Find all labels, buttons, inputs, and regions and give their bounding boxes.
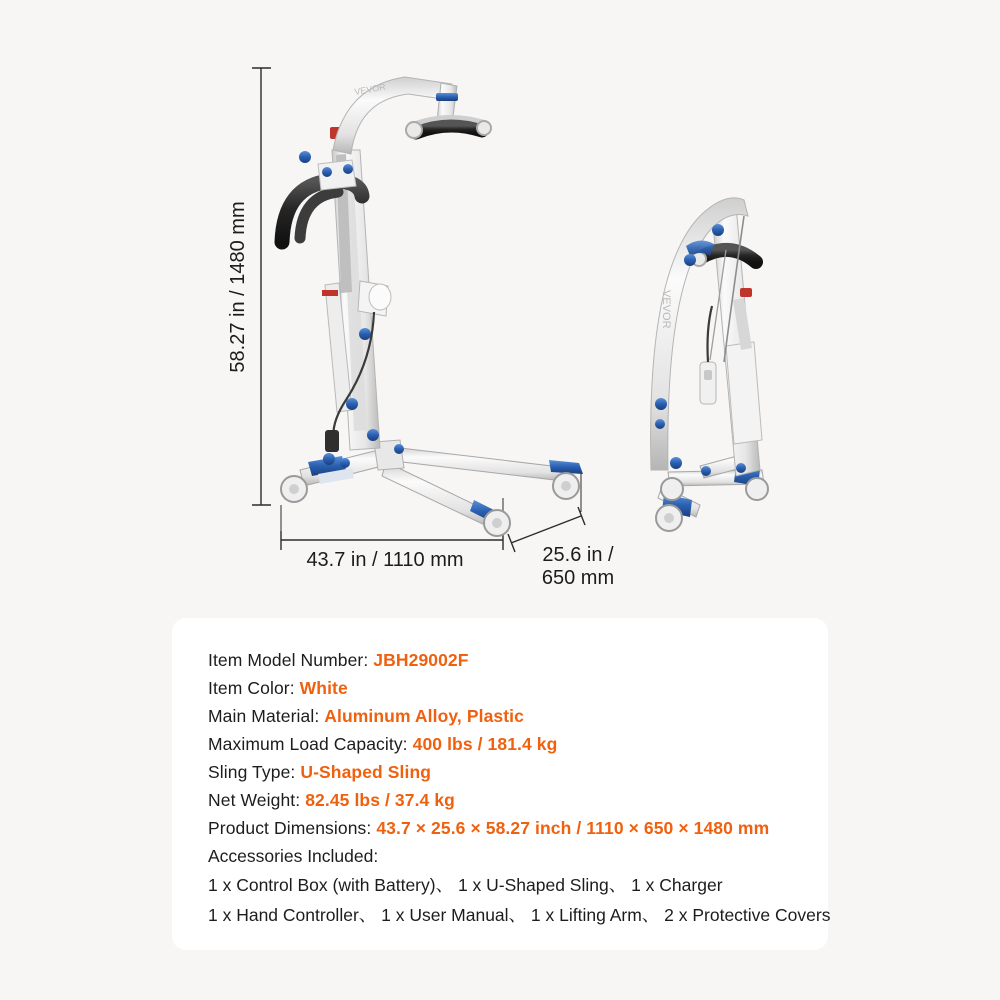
spec-label: Main Material: xyxy=(208,706,320,726)
spec-label: Net Weight: xyxy=(208,790,301,810)
height-dimension-label: 58.27 in / 1480 mm xyxy=(227,201,249,373)
spec-value: 82.45 lbs / 37.4 kg xyxy=(305,790,455,810)
spec-value: White xyxy=(299,678,348,698)
patient-lift-unfolded-view xyxy=(281,77,583,536)
brand-mark-folded: VEVOR xyxy=(660,290,672,329)
spec-row xyxy=(208,730,828,758)
spec-value: U-Shaped Sling xyxy=(300,762,432,782)
spec-row xyxy=(208,702,828,730)
spec-value: Aluminum Alloy, Plastic xyxy=(324,706,524,726)
width-dimension-label: 43.7 in / 1110 mm xyxy=(306,549,464,571)
spec-label: Item Model Number: xyxy=(208,650,369,670)
spec-label: Sling Type: xyxy=(208,762,296,782)
spec-label: Item Color: xyxy=(208,678,295,698)
patient-lift-folded-view xyxy=(651,198,768,531)
specifications-card xyxy=(172,618,831,950)
accessories-heading: Accessories Included: xyxy=(208,846,379,866)
spec-row xyxy=(208,814,828,842)
spec-label: Maximum Load Capacity: xyxy=(208,734,408,754)
spec-row xyxy=(208,674,828,702)
spec-label: Product Dimensions: xyxy=(208,818,372,838)
spec-row xyxy=(208,646,828,674)
spec-row xyxy=(208,758,828,786)
depth-dimension-label-line2: 650 mm xyxy=(541,567,615,589)
spec-value: JBH29002F xyxy=(373,650,469,670)
brand-mark-unfolded: VEVOR xyxy=(353,81,387,97)
accessories-line-2: 1 x Hand Controller、 1 x User Manual、 1 x Lifting Arm、 2 x Protective Covers xyxy=(208,905,831,925)
spec-value: 43.7 × 25.6 × 58.27 inch / 1110 × 650 × 1480 mm xyxy=(376,818,770,838)
depth-dimension-label-line1: 25.6 in / xyxy=(542,544,614,566)
spec-row xyxy=(208,786,828,814)
spec-value: 400 lbs / 181.4 kg xyxy=(412,734,558,754)
accessories-line-1: 1 x Control Box (with Battery)、 1 x U-Shaped Sling、 1 x Charger xyxy=(208,875,723,895)
